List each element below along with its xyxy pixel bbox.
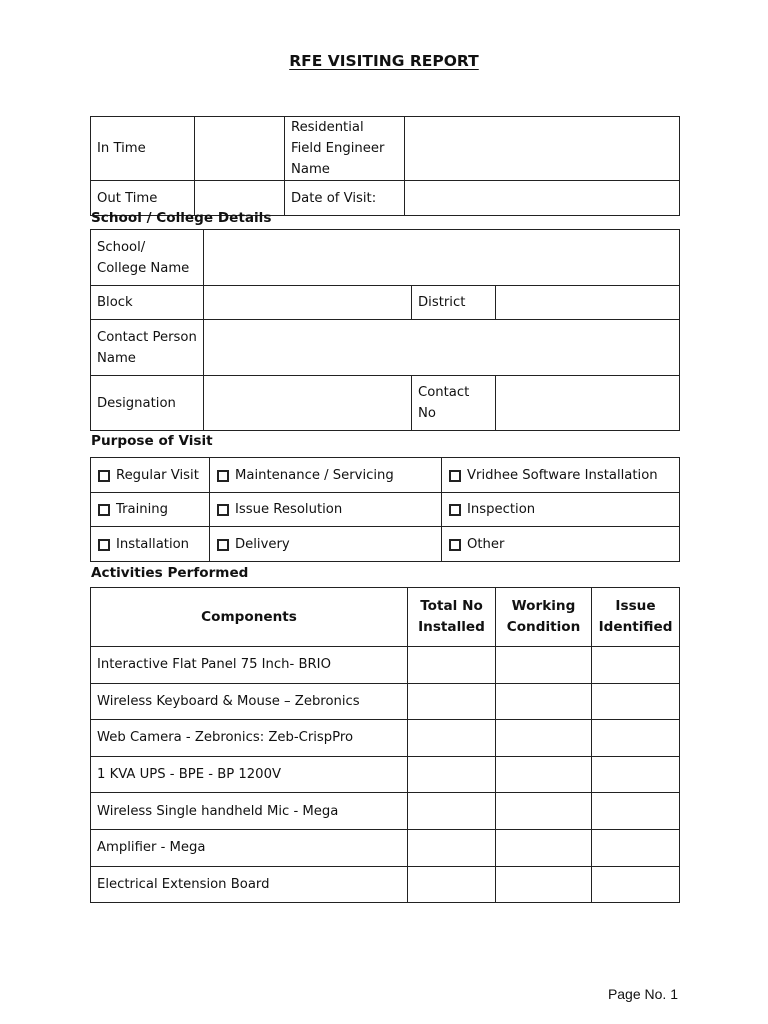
- district-label: District: [412, 286, 496, 320]
- purpose-heading: Purpose of Visit: [91, 433, 213, 449]
- rfe-name-field[interactable]: [405, 117, 680, 181]
- designation-field[interactable]: [204, 376, 412, 431]
- checkbox-icon[interactable]: [98, 539, 110, 551]
- rfe-name-label: Residential Field Engineer Name: [285, 117, 405, 181]
- component-name: Wireless Single handheld Mic - Mega: [91, 793, 408, 830]
- school-details-heading: School / College Details: [91, 210, 272, 226]
- in-time-field[interactable]: [195, 117, 285, 181]
- component-name: 1 KVA UPS - BPE - BP 1200V: [91, 756, 408, 793]
- in-time-label: In Time: [91, 117, 195, 181]
- visit-time-table: [90, 116, 680, 216]
- column-header: Working Condition: [496, 588, 592, 647]
- issue-identified-field[interactable]: [592, 720, 680, 757]
- total-installed-field[interactable]: [408, 647, 496, 684]
- purpose-option[interactable]: Vridhee Software Installation: [442, 458, 680, 493]
- report-title: RFE VISITING REPORT: [289, 52, 479, 70]
- table-row: [91, 647, 680, 684]
- table-row: [91, 829, 680, 866]
- purpose-table: [90, 457, 680, 562]
- column-header: Total No Installed: [408, 588, 496, 647]
- checkbox-icon[interactable]: [449, 539, 461, 551]
- table-row: [91, 683, 680, 720]
- issue-identified-field[interactable]: [592, 683, 680, 720]
- out-time-label: Out Time: [91, 181, 195, 216]
- total-installed-field[interactable]: [408, 683, 496, 720]
- table-row: [91, 720, 680, 757]
- table-row: [91, 756, 680, 793]
- purpose-option[interactable]: Training: [91, 493, 210, 527]
- component-name: Amplifier - Mega: [91, 829, 408, 866]
- column-header: Components: [91, 588, 408, 647]
- contact-person-label: Contact Person Name: [91, 320, 204, 376]
- checkbox-icon[interactable]: [217, 504, 229, 516]
- working-condition-field[interactable]: [496, 866, 592, 903]
- issue-identified-field[interactable]: [592, 647, 680, 684]
- date-of-visit-field[interactable]: [405, 181, 680, 216]
- total-installed-field[interactable]: [408, 829, 496, 866]
- working-condition-field[interactable]: [496, 829, 592, 866]
- contact-no-label: Contact No: [412, 376, 496, 431]
- component-name: Wireless Keyboard & Mouse – Zebronics: [91, 683, 408, 720]
- issue-identified-field[interactable]: [592, 756, 680, 793]
- total-installed-field[interactable]: [408, 756, 496, 793]
- checkbox-icon[interactable]: [217, 470, 229, 482]
- working-condition-field[interactable]: [496, 720, 592, 757]
- district-field[interactable]: [496, 286, 680, 320]
- purpose-option[interactable]: Other: [442, 527, 680, 562]
- issue-identified-field[interactable]: [592, 866, 680, 903]
- purpose-option[interactable]: Delivery: [210, 527, 442, 562]
- component-name: Web Camera - Zebronics: Zeb-CrispPro: [91, 720, 408, 757]
- school-name-field[interactable]: [204, 230, 680, 286]
- total-installed-field[interactable]: [408, 866, 496, 903]
- issue-identified-field[interactable]: [592, 829, 680, 866]
- purpose-option[interactable]: Issue Resolution: [210, 493, 442, 527]
- purpose-option[interactable]: Regular Visit: [91, 458, 210, 493]
- activities-heading: Activities Performed: [91, 565, 249, 581]
- activities-table: [90, 587, 680, 903]
- working-condition-field[interactable]: [496, 756, 592, 793]
- column-header: Issue Identified: [592, 588, 680, 647]
- total-installed-field[interactable]: [408, 720, 496, 757]
- date-of-visit-label: Date of Visit:: [285, 181, 405, 216]
- purpose-option[interactable]: Installation: [91, 527, 210, 562]
- working-condition-field[interactable]: [496, 683, 592, 720]
- checkbox-icon[interactable]: [449, 504, 461, 516]
- component-name: Interactive Flat Panel 75 Inch- BRIO: [91, 647, 408, 684]
- page-number: Page No. 1: [607, 986, 678, 1002]
- purpose-option[interactable]: Maintenance / Servicing: [210, 458, 442, 493]
- table-row: [91, 793, 680, 830]
- checkbox-icon[interactable]: [98, 470, 110, 482]
- working-condition-field[interactable]: [496, 647, 592, 684]
- table-row: [91, 866, 680, 903]
- working-condition-field[interactable]: [496, 793, 592, 830]
- school-details-table: [90, 229, 680, 431]
- total-installed-field[interactable]: [408, 793, 496, 830]
- checkbox-icon[interactable]: [449, 470, 461, 482]
- purpose-option[interactable]: Inspection: [442, 493, 680, 527]
- block-field[interactable]: [204, 286, 412, 320]
- component-name: Electrical Extension Board: [91, 866, 408, 903]
- issue-identified-field[interactable]: [592, 793, 680, 830]
- checkbox-icon[interactable]: [217, 539, 229, 551]
- designation-label: Designation: [91, 376, 204, 431]
- contact-no-field[interactable]: [496, 376, 680, 431]
- checkbox-icon[interactable]: [98, 504, 110, 516]
- school-name-label: School/ College Name: [91, 230, 204, 286]
- contact-person-field[interactable]: [204, 320, 680, 376]
- block-label: Block: [91, 286, 204, 320]
